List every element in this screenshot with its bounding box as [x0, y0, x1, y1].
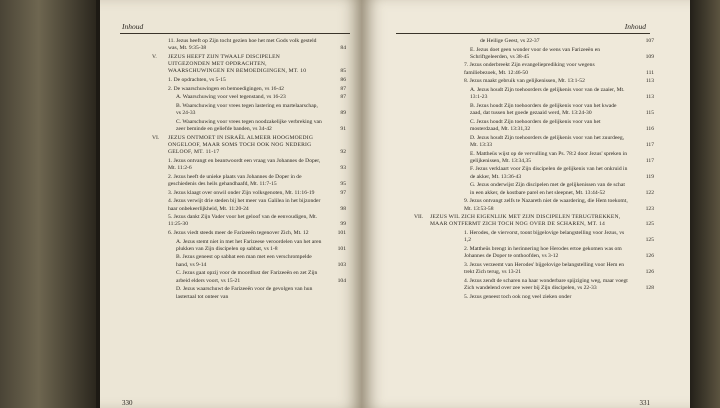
section-label: V.	[152, 53, 157, 60]
toc-entry-title: 2. Jezus heeft de unieke plaats van Johannes de Doper in de geschiedenis des heils gehandhaafd, Mt. 11:7-15	[168, 173, 302, 188]
section-label: VII.	[414, 214, 424, 221]
toc-entry	[114, 230, 346, 237]
toc-page-number: 109	[645, 53, 654, 60]
toc-entry-title: 1. De opdrachten, vs 5-15	[168, 77, 226, 84]
toc-entry-title: 6. Jezus viedt steeds meer de Farizeeën tegenover Zich, Mt. 12	[168, 229, 309, 236]
toc-entry	[362, 230, 654, 245]
toc-entry	[114, 254, 346, 269]
toc-entry	[362, 246, 654, 261]
toc-entry-title: JEZUS ONTMOET IN ISRAËL ALMEER HOOGMOEDIG ONGELOOF, MAAR SOMS TOCH OOK NOG NEDERIG GELOOF, MT. 11-17	[168, 134, 314, 156]
toc-entry	[114, 174, 346, 189]
toc-entry-title: C. Jezus houdt Zijn toehoorders de gelijkenis voor van het mosterdzaad, Mt. 13:31,32	[470, 118, 601, 133]
toc-entry-title: C. Waarschuwing voor vrees tegen noodzakelijke verbreking van zeer beminde en geliefde banden, vs 34-42	[176, 118, 322, 133]
toc-entry	[114, 239, 346, 254]
toc-entry-title: 4. Jezus verwijt drie steden bij het meer van Galilea in het bijzonder haar onbekeerlijkheid, Mt. 11:20-24	[168, 198, 321, 212]
toc-entry-title: E. Jezus doet geen wonder voor de wens van Farizeeën en Schriftgeleerden, vs 38-45	[470, 46, 601, 60]
toc-page-number: 85	[340, 68, 346, 75]
toc-page-number: 123	[645, 205, 654, 212]
toc-page-number: 84	[340, 45, 346, 52]
toc-entry-title: JEZUS WIL ZICH EIGENLIJK MET ZIJN DISCIPELEN TERUGTREKKEN, MAAR ONTFERMT ZICH TOCH NOG OVER DE SCHAREN, MT. 14	[430, 214, 621, 228]
toc-page-number: 128	[645, 284, 654, 291]
toc-page-number: 125	[645, 221, 654, 228]
toc-column	[114, 38, 346, 302]
toc-entry	[114, 103, 346, 118]
toc-page-number: 111	[646, 69, 654, 76]
toc-entry-title: B. Jezus geneest op sabbat een man met een verschrompelde hand, vs 9-14	[176, 254, 312, 268]
toc-entry	[362, 278, 654, 293]
toc-entry	[114, 286, 346, 301]
toc-entry-title: 1. Herodes, de viervorst, toont bijgelovige belangstelling voor Jezus, vs 1,2	[464, 229, 625, 244]
book-cover-left	[0, 0, 96, 408]
toc-entry	[362, 166, 654, 181]
toc-entry-title: 9. Jezus ontvangt zelfs te Nazareth niet de waardering, die Hem toekomt, Mt. 13:53-58	[464, 198, 628, 212]
toc-entry-title: B. Jezus houdt Zijn toehoorders de gelijkenis voor van het kwade zaad, dat tussen het goede gezaaid werd, Mt. 13:24-30	[470, 102, 617, 117]
page-number: 330	[122, 399, 133, 407]
toc-page-number: 104	[337, 277, 346, 284]
toc-column	[362, 38, 654, 302]
toc-entry	[114, 270, 346, 285]
book-cover-right	[690, 0, 720, 408]
header-rule	[396, 33, 650, 34]
toc-entry	[362, 87, 654, 102]
toc-page-number: 103	[337, 261, 346, 268]
header-rule	[120, 33, 350, 34]
toc-entry-title: A. Waarschuwing voor veel tegenstand, vs 16-23	[176, 94, 286, 101]
toc-page-number: 89	[340, 110, 346, 117]
running-header: Inhoud	[122, 22, 144, 31]
toc-entry	[114, 86, 346, 93]
toc-entry	[114, 38, 346, 53]
toc-entry	[114, 77, 346, 84]
toc-entry-title: 3. Jezus klaagt over onwil onder Zijn volksgenoten, Mt. 11:16-19	[168, 189, 315, 196]
toc-entry	[362, 47, 654, 62]
toc-entry	[362, 62, 654, 77]
toc-entry-title: de Heilige Geest, vs 22-37	[480, 38, 540, 44]
toc-page-number: 115	[645, 110, 654, 117]
toc-entry	[114, 214, 346, 229]
toc-page-number: 122	[645, 189, 654, 196]
toc-entry-title: 5. Jezus dankt Zijn Vader voor het geloof van de eenvoudigen, Mt. 11:25-30	[168, 214, 318, 228]
toc-page-number: 101	[337, 245, 346, 252]
toc-page-number: 91	[340, 126, 346, 133]
toc-entry-title: JEZUS HEEFT ZIJN TWAALF DISCIPELEN UITGEZONDEN MET OPDRACHTEN, WAARSCHUWINGEN EN BEMOEDIGINGEN, MT. 10	[168, 53, 307, 75]
toc-entry-title: C. Jezus gaat opzij voor de moordlust der Farizeeën en zet Zijn arbeid elders voort, vs 15-21	[176, 270, 318, 284]
toc-page-number: 126	[645, 253, 654, 260]
toc-entry-title: 8. Jezus maakt gebruik van gelijkenissen, Mt. 13:1-52	[464, 78, 585, 85]
toc-entry	[362, 182, 654, 197]
toc-entry	[362, 103, 654, 118]
right-page	[362, 0, 690, 408]
toc-entry	[362, 214, 654, 229]
toc-entry	[114, 190, 346, 197]
toc-entry-title: 3. Jezus verzeemt van Herodes' bijgelovige belangstelling voor Hem en trekt Zich terug, vs 13-21	[464, 261, 625, 276]
toc-entry	[362, 38, 654, 45]
toc-entry-title: 2. Mattheüs brengt in herinnering hoe Herodes ertoe gekomen was om Johannes de Doper te onthoofden, vs 3-12	[464, 245, 622, 260]
toc-entry	[362, 135, 654, 150]
toc-page-number: 116	[645, 126, 654, 133]
toc-entry-title: B. Waarschuwing voor vrees tegen lastering en martelaarschap, vs 24-33	[176, 102, 318, 117]
page-number: 331	[639, 399, 650, 407]
toc-entry	[114, 135, 346, 157]
toc-entry-title: D. Jezus houdt Zijn toehoorders de gelijkenis voor van het zuurdeeg, Mt. 13:33	[470, 134, 625, 148]
toc-entry	[362, 262, 654, 277]
toc-entry-title: 7. Jezus onderbreekt Zijn evangelieprediking voor wegens familiebezoek, Mt. 12:46-50	[464, 62, 595, 76]
toc-page-number: 113	[645, 78, 654, 85]
section-label: VI.	[152, 134, 160, 141]
toc-entry	[362, 78, 654, 85]
toc-page-number: 107	[645, 38, 654, 44]
toc-entry-title: 11. Jezus heeft op Zijn tocht gezien hoe het met Gods volk gesteld was, Mt. 9:35-38	[168, 38, 317, 52]
toc-entry	[114, 158, 346, 173]
toc-page-number: 97	[340, 189, 346, 196]
toc-entry-title: A. Jezus houdt Zijn toehoorders de gelijkenis voor van de zaaier, Mt. 13:1-23	[470, 86, 625, 101]
toc-entry	[362, 198, 654, 213]
toc-entry-title: 1. Jezus ontvangt en beantwoordt een vraag van Johannes de Doper, Mt. 11:2-6	[168, 157, 321, 172]
toc-entry	[114, 119, 346, 134]
toc-page-number: 93	[340, 165, 346, 172]
toc-entry-title: 2. De waarschuwingen en bemoedigingen, vs 16-42	[168, 85, 284, 92]
toc-entry-title: D. Jezus waarschuwt de Farizeeën voor de gevolgen van hun lastertaal tot onteer van	[176, 286, 313, 300]
toc-page-number: 117	[645, 141, 654, 148]
toc-page-number: 92	[340, 149, 346, 156]
toc-entry	[362, 151, 654, 166]
left-page	[100, 0, 362, 408]
toc-entry	[114, 94, 346, 101]
toc-page-number: 126	[645, 269, 654, 276]
toc-entry	[114, 198, 346, 213]
running-header: Inhoud	[624, 22, 646, 31]
toc-page-number: 119	[645, 173, 654, 180]
toc-page-number: 98	[340, 205, 346, 212]
toc-page-number: 117	[645, 157, 654, 164]
toc-entry-title: 4. Jezus zendt de scharen na haar wonderbare spijziging weg, maar voegt Zich wandelend over zee weer bij Zijn discipelen, vs 22-33	[464, 277, 628, 291]
toc-page-number: 99	[340, 221, 346, 228]
toc-entry	[362, 294, 654, 301]
toc-entry	[362, 119, 654, 134]
toc-entry-title: F. Jezus verklaart voor Zijn discipelen de gelijkenis van het onkruid in de akker, Mt. 13:36-43	[470, 166, 628, 180]
toc-page-number: 86	[340, 77, 346, 84]
toc-entry-title: E. Mattheüs wijst op de vervulling van Ps. 78:2 door Jezus' spreken in gelijkenissen, Mt. 13:34,35	[470, 150, 627, 164]
toc-page-number: 113	[645, 94, 654, 101]
toc-page-number: 101	[337, 229, 346, 236]
toc-entry-title: G. Jezus onderwijst Zijn discipelen met de gelijkenissen van de schat in een akker, de kostbare parel en het sleepnet, Mt. 13:44-52	[470, 182, 625, 196]
toc-entry-title: 5. Jezus geneest toch ook nog veel zieken onder	[464, 293, 572, 300]
toc-entry	[114, 54, 346, 76]
toc-entry-title: A. Jezus stemt niet in met het Farizeese veroordelen van het aren plukken van Zijn discipelen op sabbat, vs 1-8	[176, 238, 322, 252]
toc-page-number: 95	[340, 181, 346, 188]
toc-page-number: 87	[340, 85, 346, 92]
toc-page-number: 125	[645, 237, 654, 244]
toc-page-number: 87	[340, 94, 346, 101]
